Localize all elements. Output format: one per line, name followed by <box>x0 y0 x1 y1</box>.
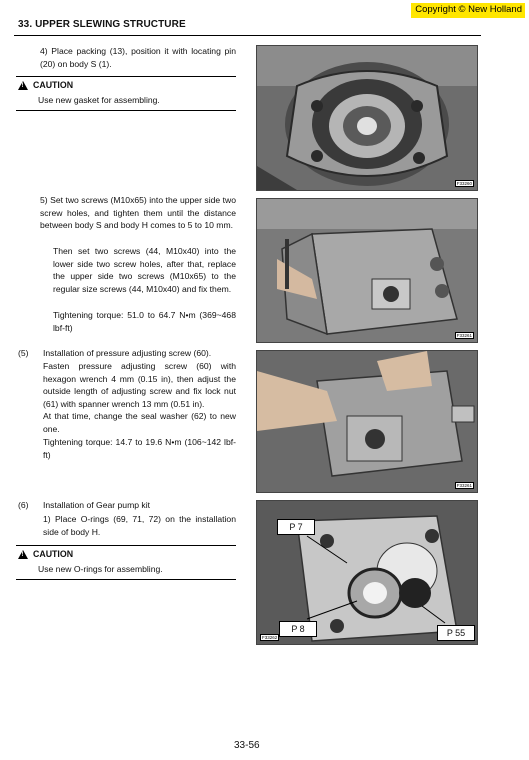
callout-p7: P 7 <box>277 519 315 535</box>
caution-2-rule-bottom <box>16 579 236 580</box>
caution-2-text: Use new O-rings for assembling. <box>38 564 163 574</box>
warning-triangle-icon <box>18 550 28 559</box>
item-6-title: Installation of Gear pump kit <box>43 500 150 510</box>
item-6-sub: 1) Place O-rings (69, 71, 72) on the installation side of body H. <box>43 514 236 537</box>
page-title: 33. UPPER SLEWING STRUCTURE <box>18 19 186 30</box>
warning-triangle-icon <box>18 81 28 90</box>
caution-2-title: CAUTION <box>33 549 74 559</box>
photo-code: F33262 <box>262 635 278 640</box>
step-5-torque: Tightening torque: 51.0 to 64.7 N•m (369~468 lbf-ft) <box>53 310 236 333</box>
page-number: 33-56 <box>234 740 260 751</box>
copyright-badge: Copyright © New Holland <box>411 3 525 18</box>
caution-1-title-row <box>18 80 73 90</box>
caution-1-rule-top <box>16 76 236 77</box>
photo-gear-pump-orings <box>256 500 478 645</box>
step-4-text: 4) Place packing (13), position it with locating pin (20) on body S (1). <box>40 46 236 69</box>
caution-2-title-row <box>18 549 73 559</box>
photo-code: F33260 <box>456 181 472 186</box>
item-5-torque: Tightening torque: 14.7 to 19.6 N•m (106~142 lbf-ft) <box>43 437 236 460</box>
photo-adjusting-screw <box>256 350 478 493</box>
photo-code: F33261 <box>456 333 472 338</box>
item-5-text: Fasten pressure adjusting screw (60) with hexagon wrench 4 mm (0.15 in), then adjust the outside length of adjusting screw and fix lock nut (61) with spanner wrench 13 mm (0.51 in). <box>43 361 236 409</box>
caution-1-text: Use new gasket for assembling. <box>38 95 160 105</box>
photo-code: F33261 <box>456 483 472 488</box>
item-6-number: (6) <box>18 500 29 510</box>
photo-packing-on-body <box>256 45 478 191</box>
item-5-title: Installation of pressure adjusting screw (60). <box>43 348 212 358</box>
caution-2-rule-top <box>16 545 236 546</box>
caution-1-title: CAUTION <box>33 80 74 90</box>
callout-p55: P 55 <box>437 625 475 641</box>
photo-set-screws <box>256 198 478 343</box>
step-5-text-2: Then set two screws (44, M10x40) into the lower side two screw holes, after that, replace the upper side two screws (M10x65) to the regular size screws (44, M10x40) and fix them. <box>53 246 236 294</box>
caution-1-rule-bottom <box>16 110 236 111</box>
header-divider <box>14 35 481 36</box>
callout-p8: P 8 <box>279 621 317 637</box>
item-5-number: (5) <box>18 348 29 358</box>
item-5-text-2: At that time, change the seal washer (62) to new one. <box>43 411 236 434</box>
step-5-text: 5) Set two screws (M10x65) into the upper side two screw holes, and tighten them until the distance between body S and body H comes to 5 to 10 mm. <box>40 195 236 231</box>
